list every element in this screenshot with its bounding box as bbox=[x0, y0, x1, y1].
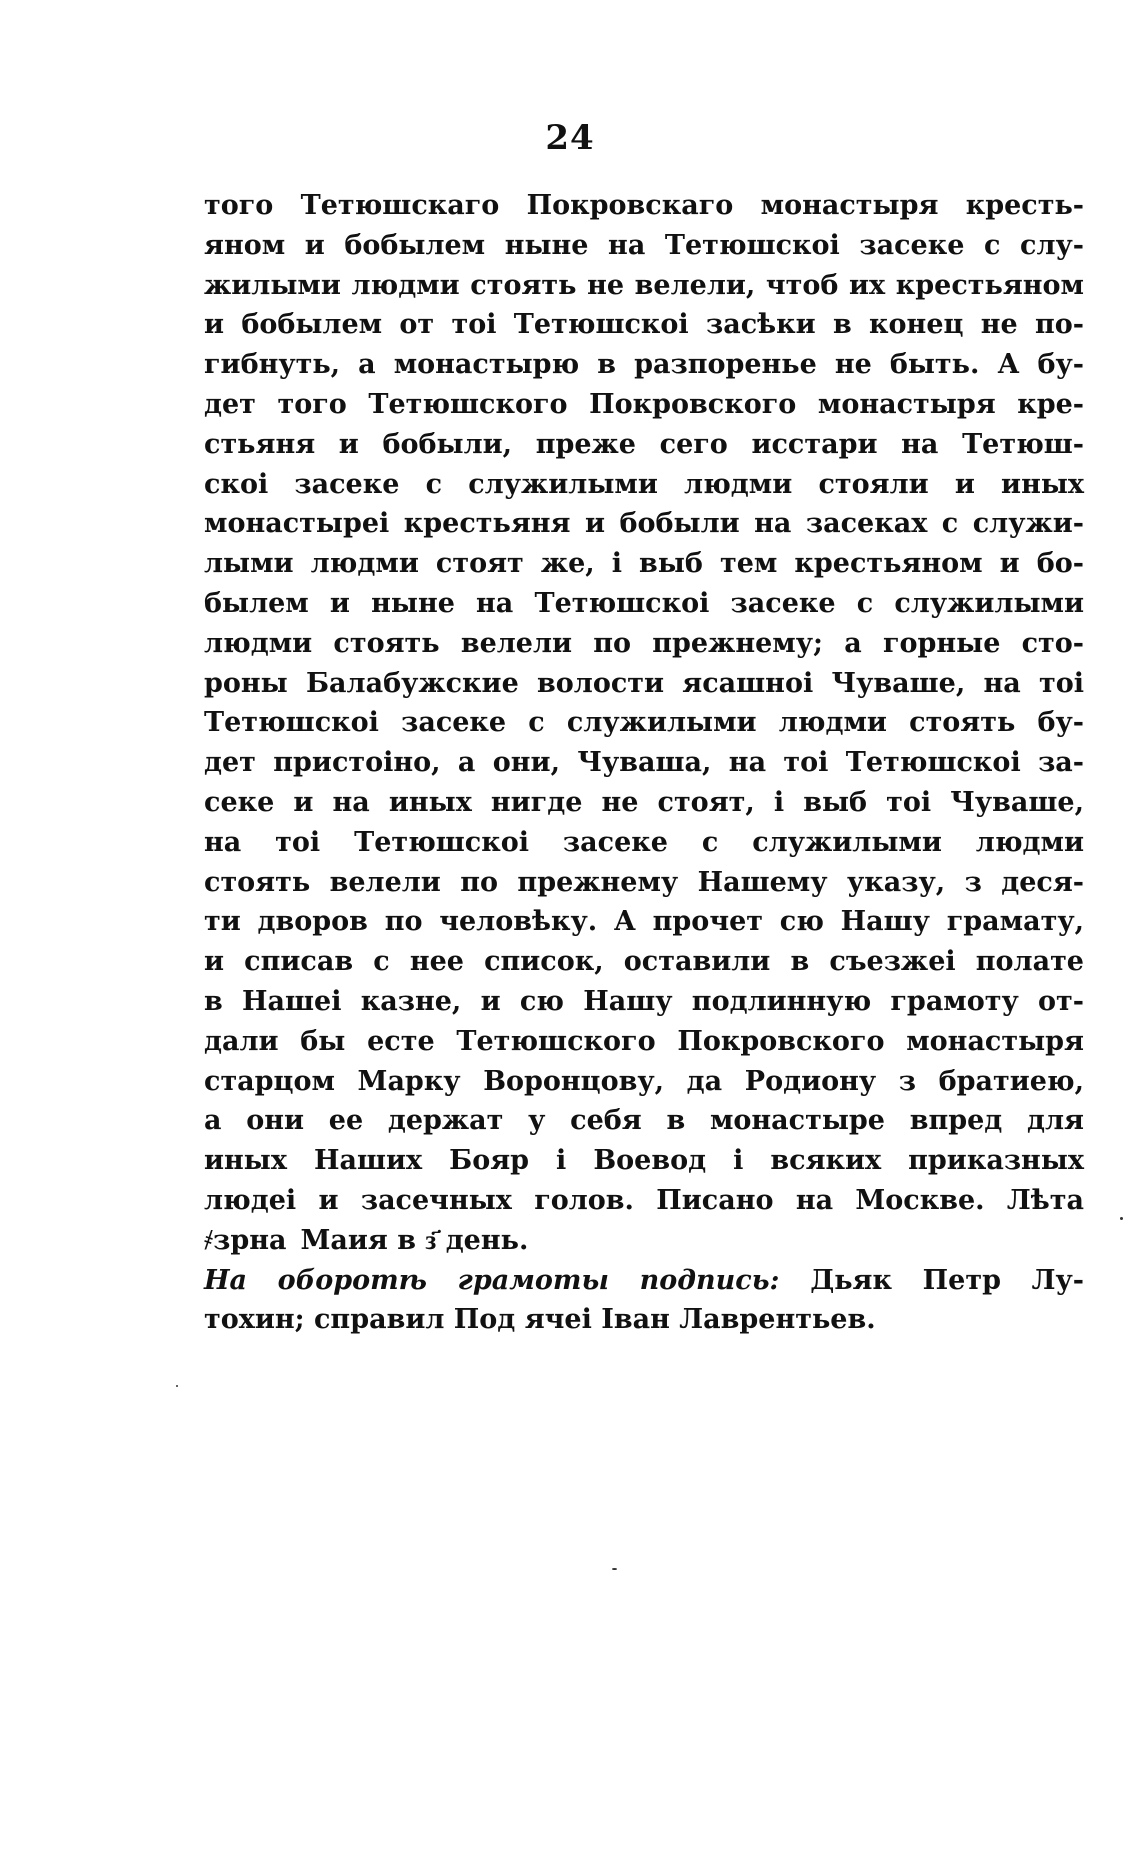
text-line: того Тетюшскаго Покровскаго монастыря кресть- bbox=[204, 190, 1084, 221]
text-line: и бобылем от тоі Тетюшскоі засѣки в конец не по- bbox=[204, 309, 1084, 341]
endorsement-line bbox=[204, 1261, 1084, 1301]
day-numeral: з҃ bbox=[425, 1224, 437, 1256]
endorsement-heading: На оборотѣ грамоты подпись: bbox=[204, 1264, 780, 1296]
text-line: дет пристоіно, а они, Чуваша, на тоі Тетюшскоі за- bbox=[204, 747, 1084, 779]
text-line: в Нашеі казне, и сю Нашу подлинную грамоту от- bbox=[204, 985, 1084, 1017]
print-speck bbox=[176, 1385, 178, 1387]
year-numeral: ҂зрна bbox=[204, 1224, 287, 1256]
text-line: на тоі Тетюшскоі засеке с служилыми людми bbox=[204, 826, 1084, 858]
text-line: иных Наших Бояр і Воевод і всяких приказных bbox=[204, 1145, 1084, 1177]
text-line: яном и бобылем ныне на Тетюшскоі засеке с слу- bbox=[204, 229, 1084, 261]
text-line: дали бы есте Тетюшского Покровского монастыря bbox=[204, 1025, 1084, 1057]
text-line: старцом Марку Воронцову, да Родиону з братиею, bbox=[204, 1065, 1084, 1097]
text-line: жилыми людми стоять не велели, чтоб их крестьяном bbox=[204, 269, 1084, 301]
endorsement-text: Дьяк Петр Лу- bbox=[810, 1264, 1084, 1296]
print-speck bbox=[612, 1568, 617, 1570]
charter-text bbox=[204, 186, 1084, 1340]
text-line: и списав с нее список, оставили в съезжеі полате bbox=[204, 946, 1084, 978]
text-line: стьяня и бобыли, преже сего исстари на Тетюш- bbox=[204, 428, 1084, 460]
text-line: монастыреі крестьяня и бобыли на засеках с служи- bbox=[204, 508, 1084, 540]
text-line: секе и на иных нигде не стоят, і выб тоі Чуваше, bbox=[204, 786, 1084, 818]
text-line: людми стоять велели по прежнему; а горные сто- bbox=[204, 627, 1084, 659]
text-line: скоі засеке с служилыми людми стояли и иных bbox=[204, 468, 1084, 500]
day-word: день. bbox=[445, 1224, 529, 1256]
text-line: былем и ныне на Тетюшскоі засеке с служилыми bbox=[204, 587, 1084, 619]
text-line: роны Балабужские волости ясашноі Чуваше, на тоі bbox=[204, 667, 1084, 699]
text-line: Тетюшскоі засеке с служилыми людми стоять бу- bbox=[204, 707, 1084, 739]
page-number: 24 bbox=[545, 118, 595, 158]
print-speck bbox=[1120, 1217, 1123, 1220]
final-line: тохин; справил Под ячеі Іван Лаврентьев. bbox=[204, 1304, 876, 1336]
text-line: гибнуть, а монастырю в разпоренье не быть. А бу- bbox=[204, 349, 1084, 381]
date-line bbox=[204, 1221, 1084, 1261]
text-line: людеі и засечных голов. Писано на Москве. Лѣта bbox=[204, 1184, 1084, 1216]
text-line: а они ее держат у себя в монастыре впред для bbox=[204, 1105, 1084, 1137]
text-line: лыми людми стоят же, і выб тем крестьяном и бо- bbox=[204, 548, 1084, 580]
text-line: ти дворов по человѣку. А прочет сю Нашу грамату, bbox=[204, 906, 1084, 938]
text-line: стоять велели по прежнему Нашему указу, з деся- bbox=[204, 866, 1084, 898]
month-label: Маия в bbox=[300, 1224, 417, 1256]
text-line: дет того Тетюшского Покровского монастыря кре- bbox=[204, 388, 1084, 420]
